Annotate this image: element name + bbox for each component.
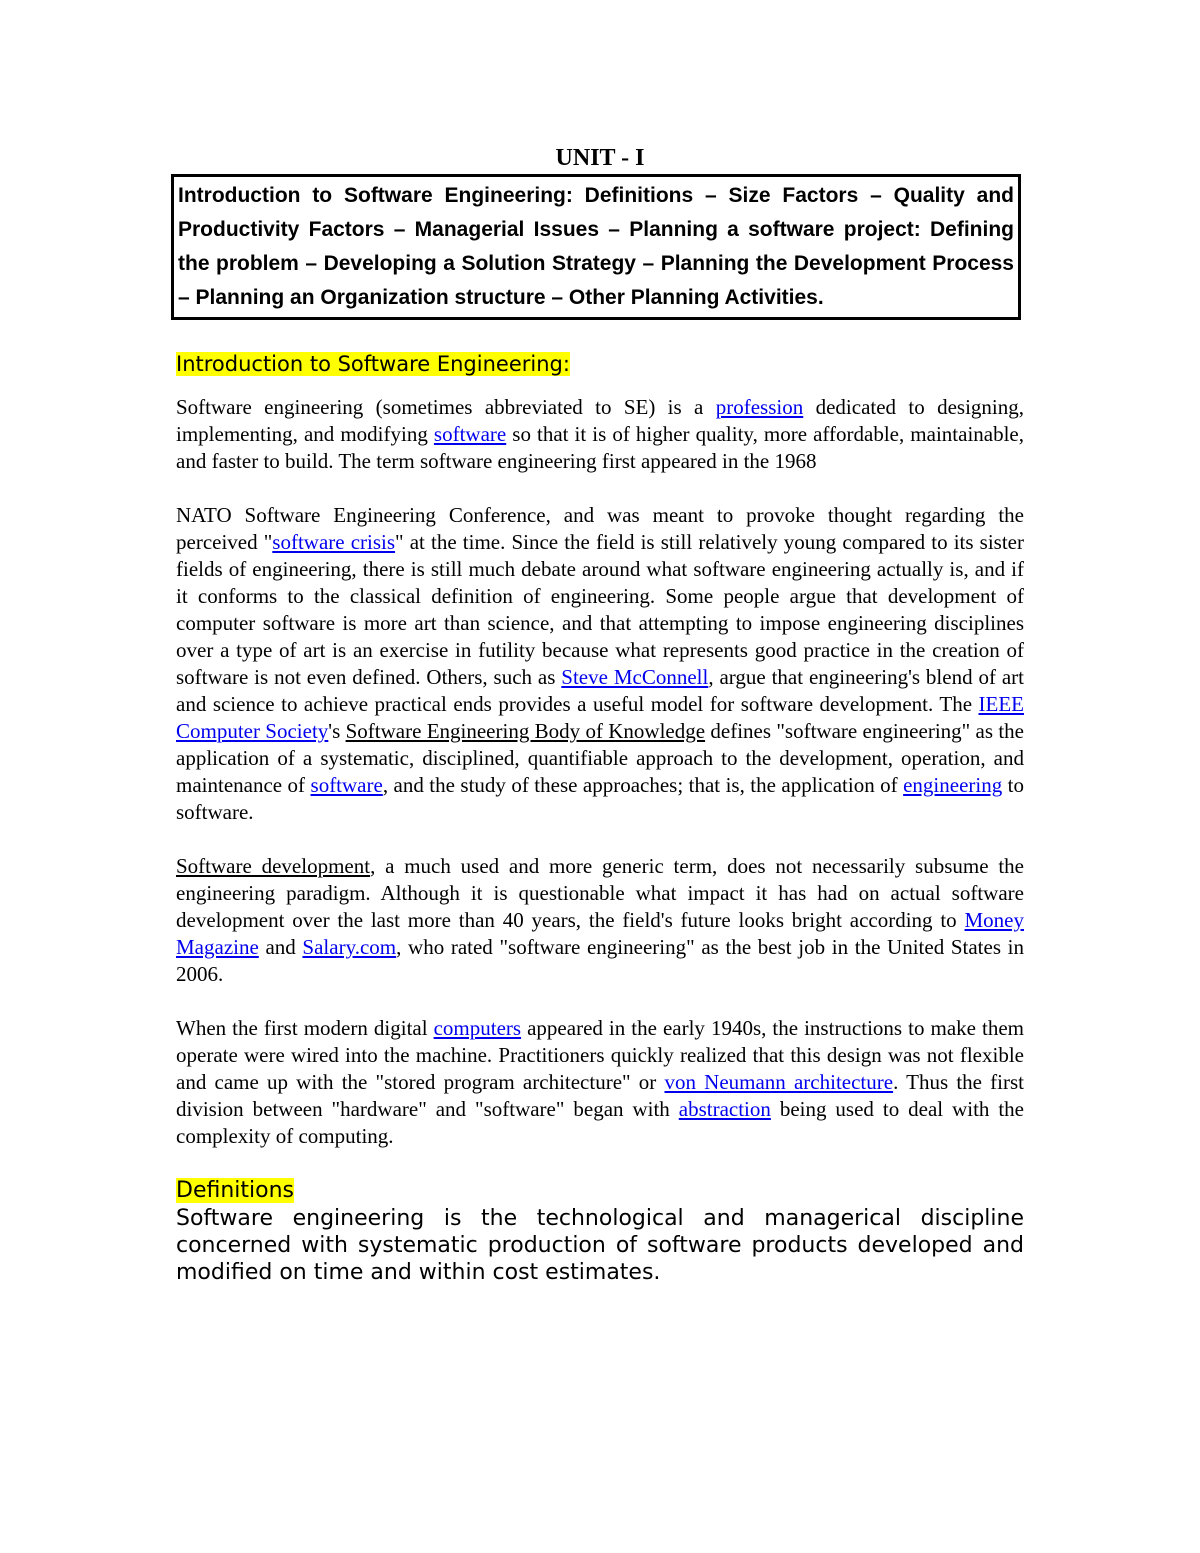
unit-topics-box: Introduction to Software Engineering: Definitions – Size Factors – Quality and Productivity Factors – Managerial Issues – Planning a software project: Defining the problem – Developing a Solution Strategy – Planning the Development Process – Planning an Organization structure – Other Planning Activities. [171,174,1021,320]
link-software-2[interactable]: software [310,773,383,797]
paragraph-text: . Thus the first division between "hardware" and "software" began with [176,1070,1024,1121]
highlighted-heading-text: Definitions [176,1178,294,1203]
link-software[interactable]: software [433,422,507,446]
highlighted-heading-text: Introduction to Software Engineering: [176,352,570,376]
paragraph-text: to software. [176,773,1025,824]
paragraph-text: defines "software engineering" as the application of a systematic, disciplined, quantifiable approach to the development, operation, and maintenance of [176,719,1024,797]
paragraph-text: " at the time. Since the field is still relatively young compared to its sister fields of engineering, there is still much debate around what software engineering actually is, and if it conforms to the classical definition of engineering. Some people argue that development of computer software is more art than science, and that attempting to impose engineering disciplines over a type of art is an exercise in futility because what represents good practice in the creation of software is not even defined. Others, such as [176,530,1024,689]
link-profession[interactable]: profession [715,395,804,419]
paragraph-text: NATO Software Engineering Conference, and was meant to provoke thought regarding the perceived " [176,503,1024,554]
link-steve-mcconnell[interactable]: Steve McConnell [561,665,709,689]
link-abstraction[interactable]: abstraction [678,1097,771,1121]
paragraph-text: 's [328,719,346,743]
link-ieee-computer-society[interactable]: IEEE Computer Society [176,692,1024,743]
paragraph-text: , argue that engineering's blend of art and science to achieve practical ends provides a useful model for software development. The [176,665,1024,716]
link-software-crisis[interactable]: software crisis [272,530,396,554]
paragraph-nato [176,502,1024,826]
paragraph-text: , and the study of these approaches; that is, the application of [382,773,904,797]
link-computers[interactable]: computers [433,1016,522,1040]
link-engineering[interactable]: engineering [903,773,1003,797]
paragraph-text: appeared in the early 1940s, the instructions to make them operate were wired into the machine. Practitioners quickly realized that this design was not flexible and came up with the "stored program architecture" or [176,1016,1024,1094]
paragraph-text: Software engineering (sometimes abbreviated to SE) is a [176,395,716,419]
document-page [176,140,1024,1286]
paragraph-text: , a much used and more generic term, does not necessarily subsume the engineering paradigm. Although it is questionable what impact it has had on actual software development over the last more than 40 years, the field's future looks bright according to [176,854,1024,932]
unit-title: UNIT - I [555,145,645,171]
section-heading-introduction [176,350,1024,378]
paragraph-computers [176,1015,1024,1150]
paragraph-text: so that it is of higher quality, more affordable, maintainable, and faster to build. The term software engineering first appeared in the 1968 [176,422,1024,473]
definition-text: Software engineering is the technological and managerical discipline concerned with systematic production of software products developed and modified on time and within cost estimates. [176,1206,1024,1285]
software-development-text: Software development [176,854,371,878]
paragraph-software-development [176,853,1024,988]
paragraph-text: and [258,935,303,959]
paragraph-text: dedicated to designing, implementing, and modifying [176,395,1025,446]
link-money-magazine[interactable]: Money Magazine [176,908,1024,959]
link-von-neumann-architecture[interactable]: von Neumann architecture [664,1070,894,1094]
link-salary-com[interactable]: Salary.com [302,935,397,959]
paragraph-intro [176,394,1024,475]
paragraph-text: being used to deal with the complexity of computing. [176,1097,1025,1148]
paragraph-text: , who rated "software engineering" as the best job in the United States in 2006. [176,935,1024,986]
definitions-heading [176,1177,1024,1205]
paragraph-text: When the first modern digital [176,1016,434,1040]
swebok-text: Software Engineering Body of Knowledge [345,719,706,743]
